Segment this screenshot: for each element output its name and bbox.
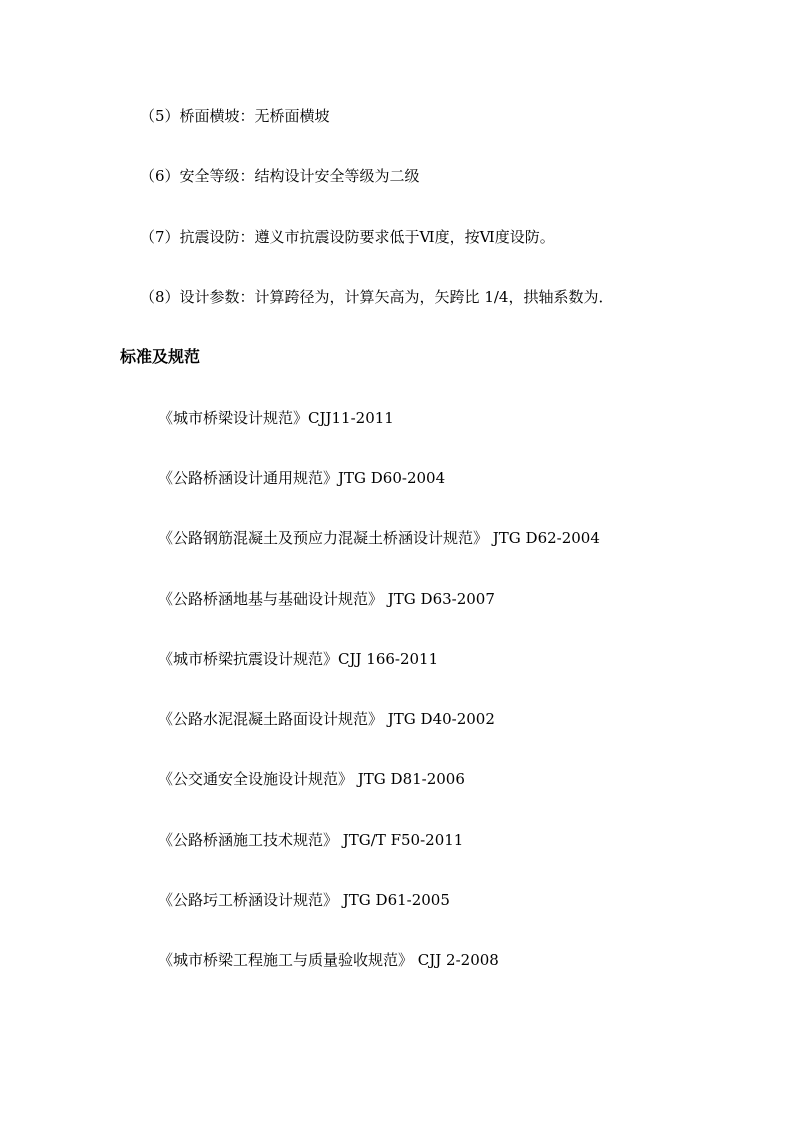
standard-reference-item: 《公路水泥混凝土路面设计规范》 JTG D40-2002	[158, 710, 495, 728]
standard-reference-item: 《城市桥梁抗震设计规范》CJJ 166-2011	[158, 650, 439, 668]
standard-reference-item: 《公路桥涵地基与基础设计规范》 JTG D63-2007	[158, 590, 495, 608]
section-heading-standards: 标准及规范	[120, 347, 201, 366]
design-item-seismic-fortification: （7）抗震设防：遵义市抗震设防要求低于Ⅵ度，按Ⅵ度设防。	[140, 228, 555, 246]
standard-reference-item: 《城市桥梁设计规范》CJJ11-2011	[158, 409, 394, 427]
design-item-bridge-cross-slope: （5）桥面横坡：无桥面横坡	[140, 107, 330, 125]
standard-reference-item: 《城市桥梁工程施工与质量验收规范》 CJJ 2-2008	[158, 951, 499, 969]
standard-reference-item: 《公路圬工桥涵设计规范》 JTG D61-2005	[158, 891, 450, 909]
design-item-safety-level: （6）安全等级：结构设计安全等级为二级	[140, 167, 420, 185]
standard-reference-item: 《公路钢筋混凝土及预应力混凝土桥涵设计规范》 JTG D62-2004	[158, 529, 600, 547]
standard-reference-item: 《公路桥涵设计通用规范》JTG D60-2004	[158, 469, 446, 487]
design-item-design-parameters: （8）设计参数：计算跨径为，计算矢高为，矢跨比 1/4，拱轴系数为．	[140, 288, 614, 306]
standard-reference-item: 《公交通安全设施设计规范》 JTG D81-2006	[158, 770, 465, 788]
standard-reference-item: 《公路桥涵施工技术规范》 JTG/T F50-2011	[158, 831, 464, 849]
